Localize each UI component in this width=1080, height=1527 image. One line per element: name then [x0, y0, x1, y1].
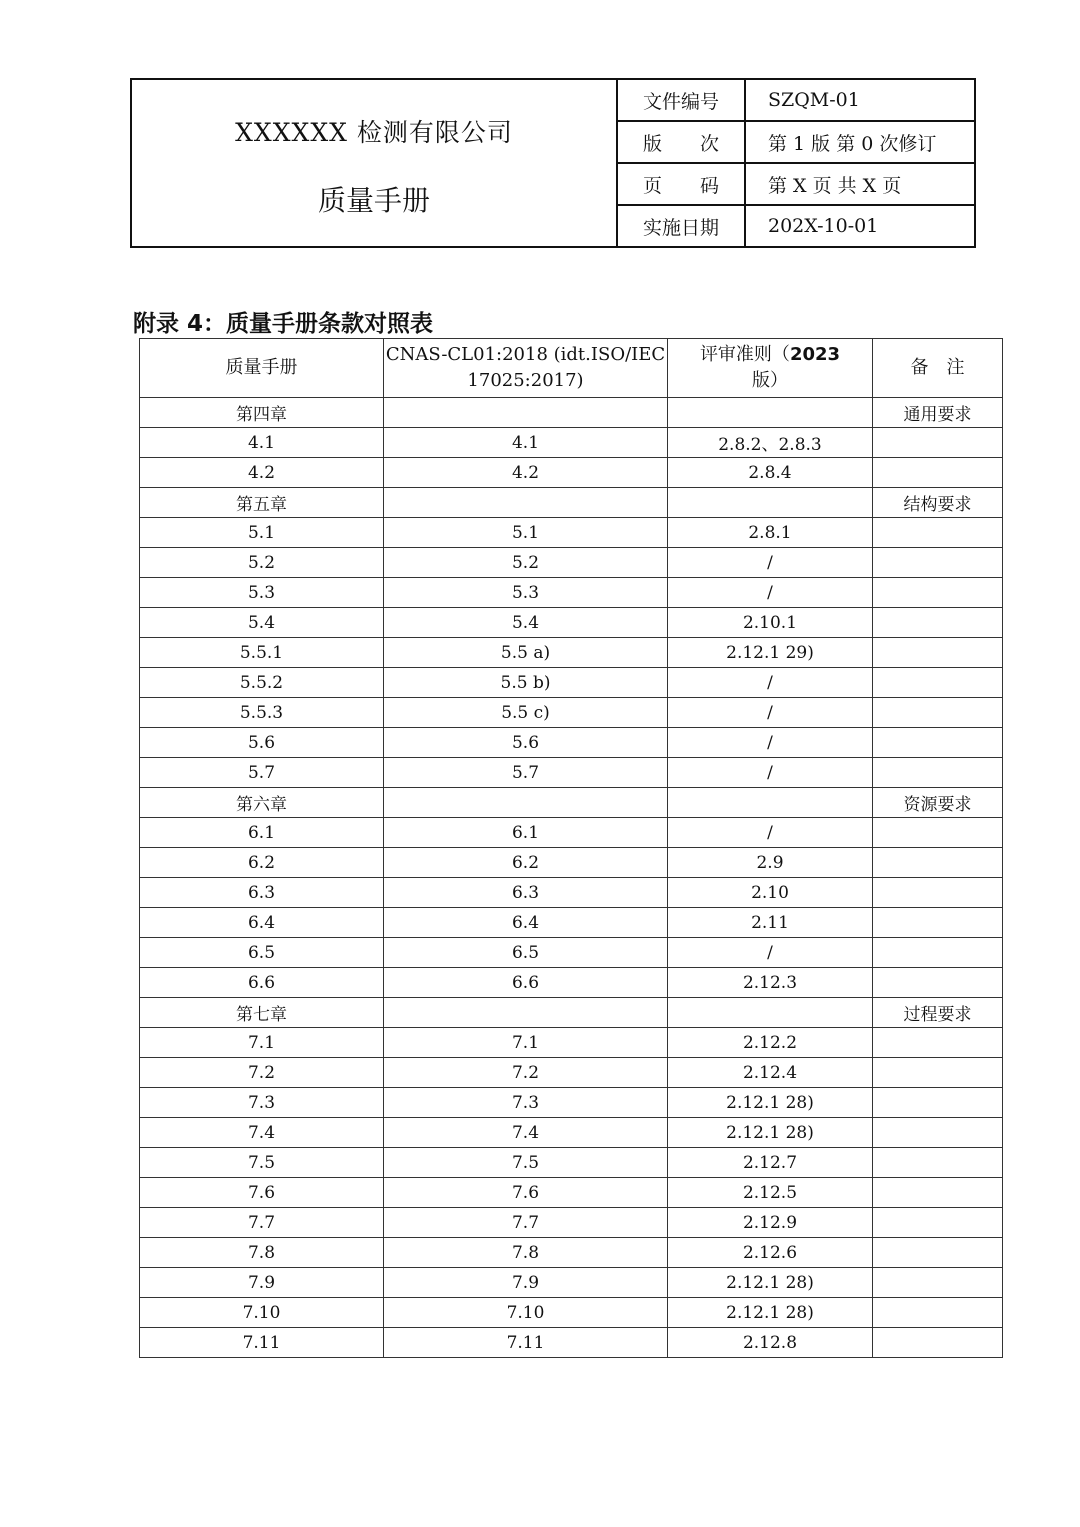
cell-manual-clause: 4.1	[140, 428, 384, 458]
column-header-cnas-line2: 17025:2017)	[467, 370, 584, 391]
cell-criteria-clause: /	[668, 698, 873, 728]
table-row	[140, 1058, 1003, 1088]
header-field-page	[618, 164, 974, 206]
cell-cnas-clause: 6.2	[384, 848, 668, 878]
cell-note	[873, 518, 1003, 548]
header-field-label: 文件编号	[618, 80, 746, 120]
section-title: 附录 4：质量手册条款对照表	[133, 311, 434, 337]
cell-note	[873, 878, 1003, 908]
cell-note	[873, 1118, 1003, 1148]
cell-manual-clause: 7.5	[140, 1148, 384, 1178]
cell-manual-clause: 7.11	[140, 1328, 384, 1358]
cell-criteria-clause: /	[668, 668, 873, 698]
column-header-cnas	[384, 339, 668, 398]
cell-note	[873, 968, 1003, 998]
table-header-row	[140, 339, 1003, 398]
cell-cnas-clause: 7.10	[384, 1298, 668, 1328]
table-row	[140, 1118, 1003, 1148]
table-row	[140, 908, 1003, 938]
cell-note	[873, 1028, 1003, 1058]
cell-note	[873, 458, 1003, 488]
table-row	[140, 818, 1003, 848]
cell-cnas-clause: 5.6	[384, 728, 668, 758]
cell-criteria-clause: 2.12.4	[668, 1058, 873, 1088]
table-row	[140, 458, 1003, 488]
cell-cnas-clause: 7.7	[384, 1208, 668, 1238]
cell-manual-clause: 7.9	[140, 1268, 384, 1298]
cell-criteria-clause: 2.10	[668, 878, 873, 908]
cell-cnas-clause: 5.1	[384, 518, 668, 548]
cell-criteria-clause: 2.12.9	[668, 1208, 873, 1238]
cell-note	[873, 848, 1003, 878]
cell-criteria-clause: 2.12.1 28)	[668, 1088, 873, 1118]
cell-manual-clause: 6.2	[140, 848, 384, 878]
cell-note	[873, 1178, 1003, 1208]
cell-cnas-clause: 4.2	[384, 458, 668, 488]
cell-note	[873, 578, 1003, 608]
header-field-doc-number	[618, 80, 974, 122]
cell-manual-clause: 4.2	[140, 458, 384, 488]
table-row	[140, 878, 1003, 908]
table-row	[140, 608, 1003, 638]
cell-cnas-clause: 4.1	[384, 428, 668, 458]
cell-manual-clause: 5.2	[140, 548, 384, 578]
cell-manual-clause: 6.4	[140, 908, 384, 938]
table-row	[140, 1208, 1003, 1238]
cell-cnas-clause: 7.8	[384, 1238, 668, 1268]
table-row	[140, 638, 1003, 668]
cell-note: 通用要求	[873, 398, 1003, 428]
cell-manual-clause: 6.6	[140, 968, 384, 998]
table-row	[140, 938, 1003, 968]
column-header-criteria-line1	[668, 342, 872, 368]
cell-criteria-clause: 2.12.6	[668, 1238, 873, 1268]
manual-title: 质量手册	[317, 184, 430, 217]
cell-cnas-clause: 5.5 c)	[384, 698, 668, 728]
cell-note	[873, 1208, 1003, 1238]
table-row	[140, 758, 1003, 788]
cell-manual-clause: 7.7	[140, 1208, 384, 1238]
cell-note	[873, 668, 1003, 698]
cell-note	[873, 1148, 1003, 1178]
cell-cnas-clause: 7.2	[384, 1058, 668, 1088]
header-fields	[618, 80, 974, 246]
cell-note	[873, 1298, 1003, 1328]
cell-criteria-clause: 2.12.8	[668, 1328, 873, 1358]
cell-cnas-clause: 6.3	[384, 878, 668, 908]
table-row	[140, 578, 1003, 608]
cell-note: 资源要求	[873, 788, 1003, 818]
column-header-note: 备 注	[873, 339, 1003, 398]
cell-note	[873, 638, 1003, 668]
cell-manual-clause: 5.5.3	[140, 698, 384, 728]
cell-criteria-clause: /	[668, 818, 873, 848]
cell-criteria-clause	[668, 998, 873, 1028]
cell-note	[873, 758, 1003, 788]
table-row	[140, 698, 1003, 728]
document-header	[130, 78, 976, 248]
cell-manual-clause: 第四章	[140, 398, 384, 428]
cell-criteria-clause: 2.10.1	[668, 608, 873, 638]
cell-manual-clause: 5.7	[140, 758, 384, 788]
table-row	[140, 548, 1003, 578]
cell-cnas-clause: 5.2	[384, 548, 668, 578]
header-field-edition	[618, 122, 974, 164]
column-header-manual: 质量手册	[140, 339, 384, 398]
cell-criteria-clause: 2.11	[668, 908, 873, 938]
cell-cnas-clause: 5.4	[384, 608, 668, 638]
cell-note	[873, 1088, 1003, 1118]
cell-criteria-clause: 2.8.4	[668, 458, 873, 488]
cell-cnas-clause: 7.3	[384, 1088, 668, 1118]
table-row	[140, 1298, 1003, 1328]
cell-manual-clause: 6.1	[140, 818, 384, 848]
company-name: XXXXXX 检测有限公司	[235, 118, 513, 147]
header-field-label: 版 次	[618, 122, 746, 162]
cell-criteria-clause: /	[668, 728, 873, 758]
cell-note	[873, 548, 1003, 578]
cell-cnas-clause: 6.1	[384, 818, 668, 848]
cell-note	[873, 1268, 1003, 1298]
cell-cnas-clause: 7.5	[384, 1148, 668, 1178]
cell-manual-clause: 7.1	[140, 1028, 384, 1058]
cell-manual-clause: 第六章	[140, 788, 384, 818]
cell-manual-clause: 6.5	[140, 938, 384, 968]
table-row	[140, 1178, 1003, 1208]
cell-cnas-clause: 5.7	[384, 758, 668, 788]
cell-criteria-clause: /	[668, 578, 873, 608]
header-field-value: 第 X 页 共 X 页	[768, 174, 902, 197]
cell-criteria-clause: 2.12.1 28)	[668, 1118, 873, 1148]
cell-manual-clause: 5.3	[140, 578, 384, 608]
table-row	[140, 848, 1003, 878]
header-field-label: 实施日期	[618, 206, 746, 246]
cell-cnas-clause: 5.3	[384, 578, 668, 608]
cell-criteria-clause: 2.12.5	[668, 1178, 873, 1208]
column-header-criteria-line2: 版）	[752, 370, 788, 391]
table-row	[140, 1088, 1003, 1118]
cell-criteria-clause	[668, 398, 873, 428]
cell-cnas-clause: 7.9	[384, 1268, 668, 1298]
table-row	[140, 1328, 1003, 1358]
cell-criteria-clause: 2.12.1 29)	[668, 638, 873, 668]
column-header-criteria-prefix: 评审准则（	[699, 344, 790, 365]
table-body	[140, 398, 1003, 1358]
cell-criteria-clause: 2.12.1 28)	[668, 1268, 873, 1298]
cell-cnas-clause: 7.4	[384, 1118, 668, 1148]
cell-criteria-clause	[668, 788, 873, 818]
cell-cnas-clause: 6.5	[384, 938, 668, 968]
table-chapter-row	[140, 398, 1003, 428]
cell-cnas-clause: 6.6	[384, 968, 668, 998]
cell-note	[873, 938, 1003, 968]
header-title-block	[132, 80, 618, 246]
cell-criteria-clause: /	[668, 548, 873, 578]
cell-note	[873, 1058, 1003, 1088]
cell-cnas-clause: 5.5 a)	[384, 638, 668, 668]
cell-manual-clause: 7.8	[140, 1238, 384, 1268]
cell-cnas-clause: 6.4	[384, 908, 668, 938]
table-row	[140, 1148, 1003, 1178]
cell-note	[873, 1328, 1003, 1358]
column-header-criteria-year: 2023	[789, 344, 841, 365]
cell-manual-clause: 5.6	[140, 728, 384, 758]
cell-note	[873, 698, 1003, 728]
table-row	[140, 518, 1003, 548]
cell-note	[873, 608, 1003, 638]
cell-criteria-clause: 2.12.7	[668, 1148, 873, 1178]
header-field-effective-date	[618, 206, 974, 246]
header-field-value: 202X-10-01	[768, 215, 879, 237]
table-row	[140, 1268, 1003, 1298]
cell-note	[873, 728, 1003, 758]
cell-criteria-clause: /	[668, 938, 873, 968]
cell-note	[873, 428, 1003, 458]
cell-note	[873, 818, 1003, 848]
cell-cnas-clause: 7.11	[384, 1328, 668, 1358]
column-header-cnas-line1: CNAS-CL01:2018 (idt.ISO/IEC	[385, 344, 666, 365]
cell-note	[873, 1238, 1003, 1268]
cell-manual-clause: 第五章	[140, 488, 384, 518]
table-row	[140, 728, 1003, 758]
cell-manual-clause: 5.4	[140, 608, 384, 638]
cell-manual-clause: 7.2	[140, 1058, 384, 1088]
cell-manual-clause: 第七章	[140, 998, 384, 1028]
cell-note: 结构要求	[873, 488, 1003, 518]
cell-manual-clause: 7.3	[140, 1088, 384, 1118]
cell-criteria-clause: 2.12.2	[668, 1028, 873, 1058]
table-chapter-row	[140, 488, 1003, 518]
cell-cnas-clause	[384, 398, 668, 428]
cell-criteria-clause: 2.12.3	[668, 968, 873, 998]
cell-cnas-clause: 7.1	[384, 1028, 668, 1058]
table-row	[140, 968, 1003, 998]
cell-manual-clause: 7.4	[140, 1118, 384, 1148]
cell-manual-clause: 6.3	[140, 878, 384, 908]
cell-criteria-clause: 2.9	[668, 848, 873, 878]
table-chapter-row	[140, 788, 1003, 818]
cell-note: 过程要求	[873, 998, 1003, 1028]
column-header-criteria	[668, 339, 873, 398]
cell-manual-clause: 5.5.1	[140, 638, 384, 668]
cell-criteria-clause: 2.12.1 28)	[668, 1298, 873, 1328]
cell-manual-clause: 5.1	[140, 518, 384, 548]
header-field-value: 第 1 版 第 0 次修订	[768, 132, 937, 155]
cell-manual-clause: 5.5.2	[140, 668, 384, 698]
header-field-label: 页 码	[618, 164, 746, 204]
cell-criteria-clause: 2.8.1	[668, 518, 873, 548]
cell-criteria-clause: /	[668, 758, 873, 788]
cell-note	[873, 908, 1003, 938]
cell-criteria-clause	[668, 488, 873, 518]
cell-manual-clause: 7.10	[140, 1298, 384, 1328]
cell-criteria-clause: 2.8.2、2.8.3	[668, 428, 873, 458]
cell-manual-clause: 7.6	[140, 1178, 384, 1208]
header-field-value: SZQM-01	[768, 89, 860, 111]
table-row	[140, 1028, 1003, 1058]
clause-comparison-table	[139, 338, 1003, 1358]
cell-cnas-clause: 5.5 b)	[384, 668, 668, 698]
table-row	[140, 1238, 1003, 1268]
cell-cnas-clause	[384, 788, 668, 818]
table-row	[140, 428, 1003, 458]
cell-cnas-clause	[384, 998, 668, 1028]
cell-cnas-clause: 7.6	[384, 1178, 668, 1208]
table-row	[140, 668, 1003, 698]
table-chapter-row	[140, 998, 1003, 1028]
cell-cnas-clause	[384, 488, 668, 518]
